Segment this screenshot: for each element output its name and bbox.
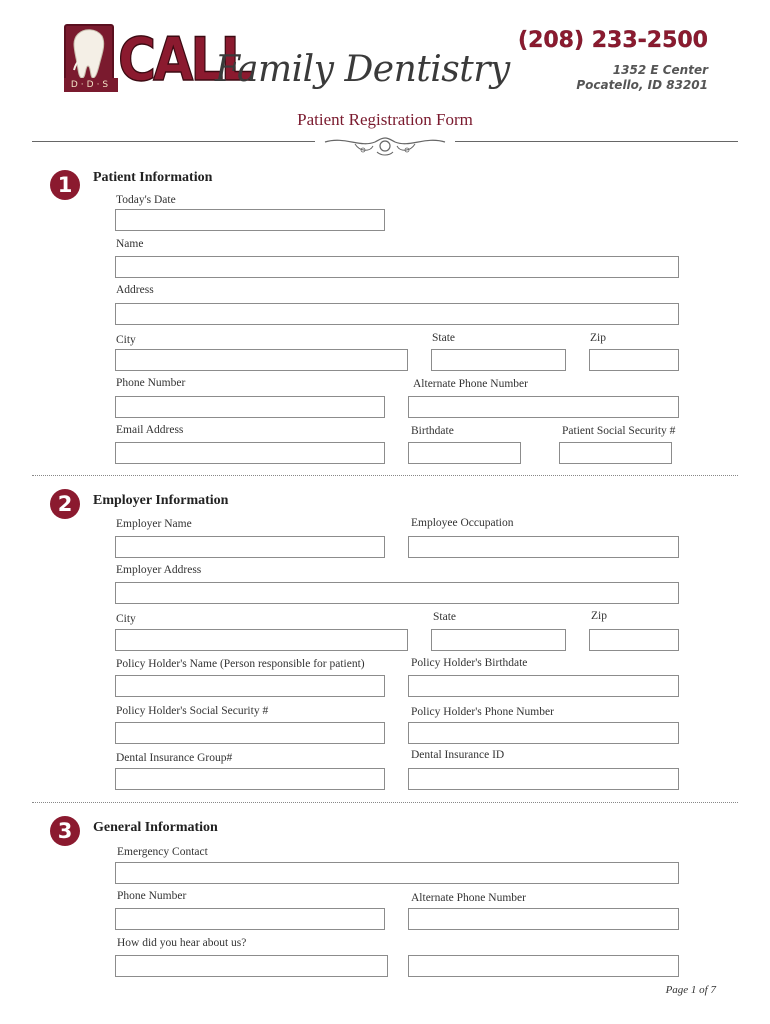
label-phone: Phone Number xyxy=(116,377,186,389)
holder-name-field[interactable] xyxy=(115,675,385,697)
section-title-employer: Employer Information xyxy=(93,493,229,508)
state-field[interactable] xyxy=(431,349,566,371)
section-number-badge: 2 xyxy=(50,489,80,519)
label-holder-phone: Policy Holder's Phone Number xyxy=(411,706,554,718)
label-employer-name: Employer Name xyxy=(116,518,192,530)
section-number-badge: 1 xyxy=(50,170,80,200)
employer-address-field[interactable] xyxy=(115,582,679,604)
label-employer-city: City xyxy=(116,613,136,625)
referral-field[interactable] xyxy=(115,955,388,977)
todays-date-field[interactable] xyxy=(115,209,385,231)
label-emergency-contact: Emergency Contact xyxy=(117,846,208,858)
insurance-id-field[interactable] xyxy=(408,768,679,790)
label-general-alt-phone: Alternate Phone Number xyxy=(411,892,526,904)
alt-phone-field[interactable] xyxy=(408,396,679,418)
logo-brand-text: CALL xyxy=(118,26,251,95)
label-general-phone: Phone Number xyxy=(117,890,187,902)
holder-ssn-field[interactable] xyxy=(115,722,385,744)
address-field[interactable] xyxy=(115,303,679,325)
general-alt-phone-field[interactable] xyxy=(408,908,679,930)
logo-script-text: Family Dentistry xyxy=(215,49,510,90)
label-name: Name xyxy=(116,238,144,250)
label-state: State xyxy=(432,332,455,344)
label-employer-state: State xyxy=(433,611,456,623)
label-insurance-id: Dental Insurance ID xyxy=(411,749,505,761)
flourish-divider-icon xyxy=(315,132,455,158)
holder-birthdate-field[interactable] xyxy=(408,675,679,697)
label-employer-zip: Zip xyxy=(591,610,607,622)
practice-address-line1: 1352 E Center xyxy=(612,63,708,77)
holder-phone-field[interactable] xyxy=(408,722,679,744)
label-birthdate: Birthdate xyxy=(411,425,454,437)
general-phone-field[interactable] xyxy=(115,908,385,930)
label-ssn: Patient Social Security # xyxy=(562,425,676,437)
insurance-group-field[interactable] xyxy=(115,768,385,790)
label-holder-birthdate: Policy Holder's Birthdate xyxy=(411,657,528,669)
label-employee-occupation: Employee Occupation xyxy=(411,517,514,529)
label-insurance-group: Dental Insurance Group# xyxy=(116,752,233,764)
email-field[interactable] xyxy=(115,442,385,464)
label-referral: How did you hear about us? xyxy=(117,937,247,949)
label-alt-phone: Alternate Phone Number xyxy=(413,378,528,390)
ssn-field[interactable] xyxy=(559,442,672,464)
phone-field[interactable] xyxy=(115,396,385,418)
section-divider xyxy=(32,802,738,803)
label-todays-date: Today's Date xyxy=(116,194,176,206)
form-title: Patient Registration Form xyxy=(297,110,473,129)
section-divider xyxy=(32,475,738,476)
referral-extra-field[interactable] xyxy=(408,955,679,977)
section-title-patient: Patient Information xyxy=(93,170,213,185)
page-number: Page 1 of 7 xyxy=(665,984,716,996)
employer-state-field[interactable] xyxy=(431,629,566,651)
employer-zip-field[interactable] xyxy=(589,629,679,651)
name-field[interactable] xyxy=(115,256,679,278)
emergency-contact-field[interactable] xyxy=(115,862,679,884)
employer-name-field[interactable] xyxy=(115,536,385,558)
label-email: Email Address xyxy=(116,424,184,436)
section-number-badge: 3 xyxy=(50,816,80,846)
practice-address-line2: Pocatello, ID 83201 xyxy=(576,78,708,92)
label-holder-name: Policy Holder's Name (Person responsible for patient) xyxy=(116,658,365,670)
practice-phone: (208) 233-2500 xyxy=(518,28,708,53)
city-field[interactable] xyxy=(115,349,408,371)
label-zip: Zip xyxy=(590,332,606,344)
label-employer-address: Employer Address xyxy=(116,564,202,576)
employee-occupation-field[interactable] xyxy=(408,536,679,558)
label-address: Address xyxy=(116,284,154,296)
label-city: City xyxy=(116,334,136,346)
label-holder-ssn: Policy Holder's Social Security # xyxy=(116,705,269,717)
section-title-general: General Information xyxy=(93,820,218,835)
employer-city-field[interactable] xyxy=(115,629,408,651)
birthdate-field[interactable] xyxy=(408,442,521,464)
logo-dds-badge: D·D·S xyxy=(64,78,118,92)
zip-field[interactable] xyxy=(589,349,679,371)
